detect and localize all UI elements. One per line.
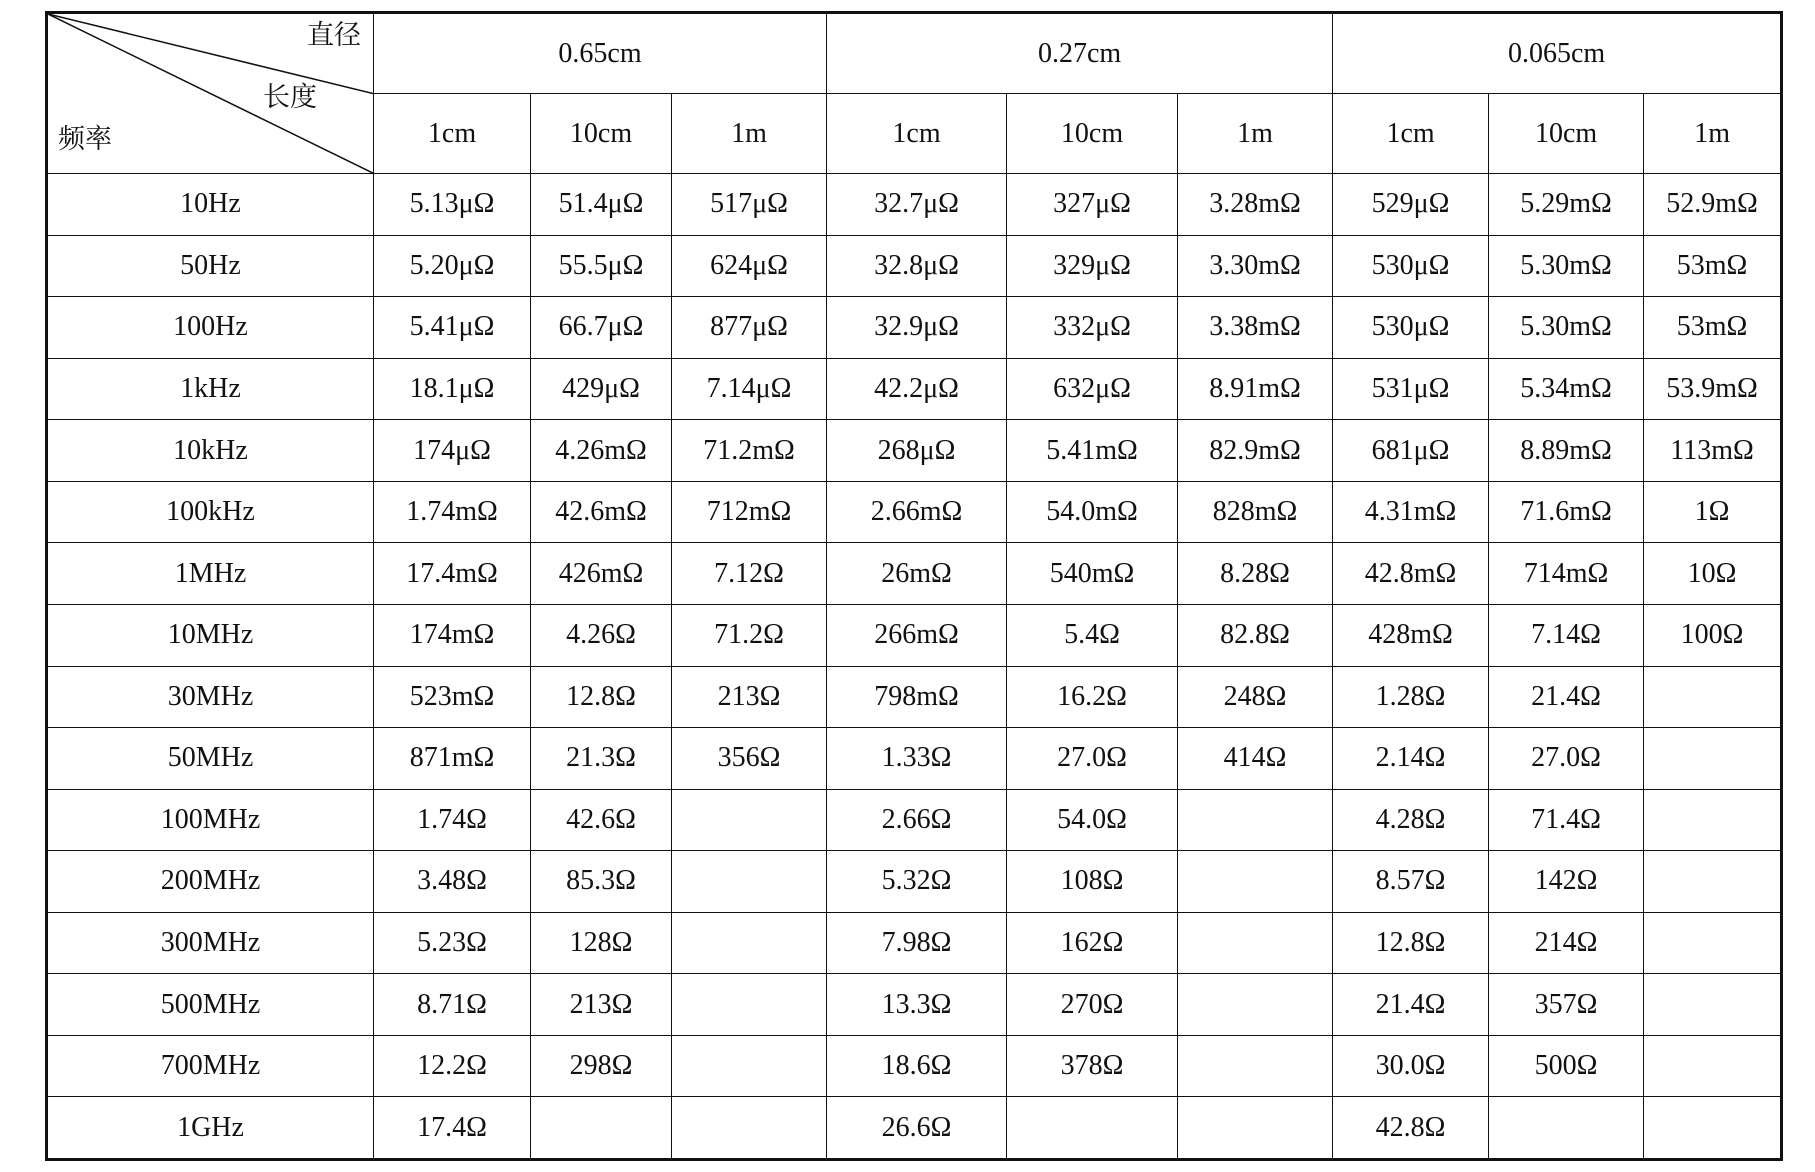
resistance-cell: 5.20μΩ bbox=[374, 235, 531, 297]
resistance-cell: 298Ω bbox=[531, 1035, 672, 1097]
resistance-cell: 66.7μΩ bbox=[531, 297, 672, 359]
resistance-cell: 10Ω bbox=[1644, 543, 1782, 605]
resistance-cell: 51.4μΩ bbox=[531, 174, 672, 236]
resistance-cell: 270Ω bbox=[1007, 974, 1178, 1036]
resistance-cell: 71.4Ω bbox=[1489, 789, 1644, 851]
resistance-cell: 26mΩ bbox=[827, 543, 1007, 605]
resistance-cell bbox=[1178, 1097, 1333, 1160]
resistance-cell: 1.74mΩ bbox=[374, 481, 531, 543]
resistance-cell: 113mΩ bbox=[1644, 420, 1782, 482]
resistance-cell bbox=[1007, 1097, 1178, 1160]
resistance-cell: 529μΩ bbox=[1333, 174, 1489, 236]
resistance-cell: 142Ω bbox=[1489, 851, 1644, 913]
resistance-cell: 8.71Ω bbox=[374, 974, 531, 1036]
resistance-cell: 7.14μΩ bbox=[672, 358, 827, 420]
resistance-cell: 42.8Ω bbox=[1333, 1097, 1489, 1160]
resistance-cell: 828mΩ bbox=[1178, 481, 1333, 543]
resistance-cell: 174mΩ bbox=[374, 604, 531, 666]
length-header-cell: 1cm bbox=[827, 94, 1007, 174]
resistance-cell: 5.41μΩ bbox=[374, 297, 531, 359]
length-header-cell: 1m bbox=[672, 94, 827, 174]
resistance-cell bbox=[672, 912, 827, 974]
resistance-cell: 42.6mΩ bbox=[531, 481, 672, 543]
resistance-cell: 2.14Ω bbox=[1333, 728, 1489, 790]
table-row bbox=[47, 974, 1782, 1036]
resistance-cell: 174μΩ bbox=[374, 420, 531, 482]
frequency-cell: 10MHz bbox=[47, 604, 374, 666]
resistance-cell: 82.9mΩ bbox=[1178, 420, 1333, 482]
table-row bbox=[47, 604, 1782, 666]
resistance-cell: 5.41mΩ bbox=[1007, 420, 1178, 482]
resistance-cell: 53mΩ bbox=[1644, 297, 1782, 359]
resistance-cell: 530μΩ bbox=[1333, 235, 1489, 297]
length-header-cell: 10cm bbox=[1007, 94, 1178, 174]
resistance-cell: 7.98Ω bbox=[827, 912, 1007, 974]
resistance-cell: 4.28Ω bbox=[1333, 789, 1489, 851]
resistance-cell: 12.8Ω bbox=[1333, 912, 1489, 974]
resistance-cell bbox=[1178, 1035, 1333, 1097]
resistance-cell: 5.30mΩ bbox=[1489, 297, 1644, 359]
resistance-cell: 18.1μΩ bbox=[374, 358, 531, 420]
resistance-cell: 213Ω bbox=[531, 974, 672, 1036]
frequency-axis-label: 频率 bbox=[58, 124, 112, 156]
resistance-cell: 27.0Ω bbox=[1489, 728, 1644, 790]
frequency-cell: 100MHz bbox=[47, 789, 374, 851]
frequency-cell: 50Hz bbox=[47, 235, 374, 297]
resistance-cell bbox=[1644, 851, 1782, 913]
resistance-cell: 517μΩ bbox=[672, 174, 827, 236]
resistance-cell: 429μΩ bbox=[531, 358, 672, 420]
frequency-cell: 30MHz bbox=[47, 666, 374, 728]
resistance-cell bbox=[1644, 1035, 1782, 1097]
resistance-cell: 27.0Ω bbox=[1007, 728, 1178, 790]
resistance-cell: 4.31mΩ bbox=[1333, 481, 1489, 543]
resistance-cell: 332μΩ bbox=[1007, 297, 1178, 359]
resistance-cell: 7.12Ω bbox=[672, 543, 827, 605]
table-row bbox=[47, 1035, 1782, 1097]
resistance-cell: 2.66mΩ bbox=[827, 481, 1007, 543]
resistance-cell: 877μΩ bbox=[672, 297, 827, 359]
corner-header-cell bbox=[47, 13, 374, 174]
frequency-cell: 300MHz bbox=[47, 912, 374, 974]
diameter-header-row bbox=[47, 13, 1782, 94]
resistance-cell: 4.26Ω bbox=[531, 604, 672, 666]
resistance-cell: 8.89mΩ bbox=[1489, 420, 1644, 482]
resistance-cell: 85.3Ω bbox=[531, 851, 672, 913]
resistance-cell: 531μΩ bbox=[1333, 358, 1489, 420]
resistance-cell bbox=[672, 1097, 827, 1160]
resistance-cell: 17.4mΩ bbox=[374, 543, 531, 605]
frequency-cell: 1kHz bbox=[47, 358, 374, 420]
resistance-cell: 71.2mΩ bbox=[672, 420, 827, 482]
frequency-cell: 10kHz bbox=[47, 420, 374, 482]
resistance-cell: 414Ω bbox=[1178, 728, 1333, 790]
table-row bbox=[47, 174, 1782, 236]
resistance-cell: 16.2Ω bbox=[1007, 666, 1178, 728]
frequency-cell: 10Hz bbox=[47, 174, 374, 236]
frequency-cell: 1GHz bbox=[47, 1097, 374, 1160]
resistance-cell: 13.3Ω bbox=[827, 974, 1007, 1036]
resistance-cell bbox=[672, 851, 827, 913]
resistance-cell: 714mΩ bbox=[1489, 543, 1644, 605]
resistance-cell: 5.23Ω bbox=[374, 912, 531, 974]
resistance-cell: 624μΩ bbox=[672, 235, 827, 297]
resistance-cell bbox=[1644, 789, 1782, 851]
resistance-cell bbox=[1644, 974, 1782, 1036]
resistance-cell: 55.5μΩ bbox=[531, 235, 672, 297]
resistance-cell: 329μΩ bbox=[1007, 235, 1178, 297]
length-header-cell: 10cm bbox=[531, 94, 672, 174]
resistance-cell bbox=[1644, 912, 1782, 974]
resistance-cell: 378Ω bbox=[1007, 1035, 1178, 1097]
length-header-cell: 10cm bbox=[1489, 94, 1644, 174]
frequency-cell: 500MHz bbox=[47, 974, 374, 1036]
length-header-cell: 1cm bbox=[1333, 94, 1489, 174]
frequency-cell: 100Hz bbox=[47, 297, 374, 359]
resistance-cell: 5.34mΩ bbox=[1489, 358, 1644, 420]
resistance-cell bbox=[531, 1097, 672, 1160]
resistance-cell: 53mΩ bbox=[1644, 235, 1782, 297]
resistance-cell bbox=[1178, 851, 1333, 913]
resistance-cell: 712mΩ bbox=[672, 481, 827, 543]
resistance-cell: 268μΩ bbox=[827, 420, 1007, 482]
resistance-cell: 162Ω bbox=[1007, 912, 1178, 974]
resistance-cell: 357Ω bbox=[1489, 974, 1644, 1036]
resistance-cell: 52.9mΩ bbox=[1644, 174, 1782, 236]
resistance-cell: 632μΩ bbox=[1007, 358, 1178, 420]
resistance-cell: 3.30mΩ bbox=[1178, 235, 1333, 297]
table-row bbox=[47, 912, 1782, 974]
resistance-cell: 30.0Ω bbox=[1333, 1035, 1489, 1097]
resistance-cell: 1Ω bbox=[1644, 481, 1782, 543]
resistance-cell: 2.66Ω bbox=[827, 789, 1007, 851]
resistance-cell: 530μΩ bbox=[1333, 297, 1489, 359]
resistance-cell: 500Ω bbox=[1489, 1035, 1644, 1097]
resistance-cell: 5.32Ω bbox=[827, 851, 1007, 913]
resistance-cell: 71.6mΩ bbox=[1489, 481, 1644, 543]
table-row bbox=[47, 543, 1782, 605]
resistance-cell: 108Ω bbox=[1007, 851, 1178, 913]
resistance-cell: 356Ω bbox=[672, 728, 827, 790]
resistance-cell bbox=[1644, 666, 1782, 728]
resistance-cell: 8.28Ω bbox=[1178, 543, 1333, 605]
resistance-cell: 7.14Ω bbox=[1489, 604, 1644, 666]
length-header-cell: 1m bbox=[1644, 94, 1782, 174]
resistance-cell bbox=[1644, 728, 1782, 790]
table-row bbox=[47, 851, 1782, 913]
resistance-cell: 1.33Ω bbox=[827, 728, 1007, 790]
resistance-table bbox=[45, 11, 1783, 1161]
resistance-cell: 327μΩ bbox=[1007, 174, 1178, 236]
resistance-cell: 42.8mΩ bbox=[1333, 543, 1489, 605]
length-header-cell: 1m bbox=[1178, 94, 1333, 174]
diameter-header-0.065cm: 0.065cm bbox=[1333, 13, 1782, 94]
resistance-cell: 248Ω bbox=[1178, 666, 1333, 728]
resistance-cell: 12.8Ω bbox=[531, 666, 672, 728]
resistance-cell: 12.2Ω bbox=[374, 1035, 531, 1097]
resistance-cell: 54.0Ω bbox=[1007, 789, 1178, 851]
resistance-cell: 214Ω bbox=[1489, 912, 1644, 974]
resistance-cell: 17.4Ω bbox=[374, 1097, 531, 1160]
resistance-cell: 8.91mΩ bbox=[1178, 358, 1333, 420]
resistance-cell bbox=[1178, 974, 1333, 1036]
resistance-cell: 82.8Ω bbox=[1178, 604, 1333, 666]
resistance-cell: 871mΩ bbox=[374, 728, 531, 790]
length-axis-label: 长度 bbox=[263, 82, 317, 113]
resistance-cell: 18.6Ω bbox=[827, 1035, 1007, 1097]
resistance-cell: 426mΩ bbox=[531, 543, 672, 605]
table-row bbox=[47, 481, 1782, 543]
resistance-cell: 32.9μΩ bbox=[827, 297, 1007, 359]
resistance-cell: 42.2μΩ bbox=[827, 358, 1007, 420]
resistance-cell: 128Ω bbox=[531, 912, 672, 974]
resistance-cell: 1.74Ω bbox=[374, 789, 531, 851]
table-row bbox=[47, 420, 1782, 482]
resistance-cell: 428mΩ bbox=[1333, 604, 1489, 666]
table-row bbox=[47, 728, 1782, 790]
frequency-cell: 200MHz bbox=[47, 851, 374, 913]
resistance-cell: 266mΩ bbox=[827, 604, 1007, 666]
frequency-cell: 100kHz bbox=[47, 481, 374, 543]
diameter-header-0.27cm: 0.27cm bbox=[827, 13, 1333, 94]
resistance-cell: 26.6Ω bbox=[827, 1097, 1007, 1160]
table-row bbox=[47, 358, 1782, 420]
table-row bbox=[47, 297, 1782, 359]
resistance-cell bbox=[672, 789, 827, 851]
resistance-cell: 100Ω bbox=[1644, 604, 1782, 666]
frequency-cell: 50MHz bbox=[47, 728, 374, 790]
resistance-cell: 1.28Ω bbox=[1333, 666, 1489, 728]
resistance-cell bbox=[1489, 1097, 1644, 1160]
resistance-cell: 5.13μΩ bbox=[374, 174, 531, 236]
resistance-cell: 5.29mΩ bbox=[1489, 174, 1644, 236]
diameter-header-0.65cm: 0.65cm bbox=[374, 13, 827, 94]
resistance-cell: 21.4Ω bbox=[1489, 666, 1644, 728]
resistance-cell: 540mΩ bbox=[1007, 543, 1178, 605]
resistance-cell bbox=[1178, 789, 1333, 851]
resistance-cell: 54.0mΩ bbox=[1007, 481, 1178, 543]
resistance-cell: 4.26mΩ bbox=[531, 420, 672, 482]
diameter-axis-label: 直径 bbox=[307, 20, 361, 51]
resistance-cell: 21.4Ω bbox=[1333, 974, 1489, 1036]
resistance-cell: 8.57Ω bbox=[1333, 851, 1489, 913]
table-row bbox=[47, 666, 1782, 728]
resistance-cell: 213Ω bbox=[672, 666, 827, 728]
resistance-cell: 42.6Ω bbox=[531, 789, 672, 851]
resistance-cell: 3.38mΩ bbox=[1178, 297, 1333, 359]
resistance-cell bbox=[672, 1035, 827, 1097]
frequency-cell: 1MHz bbox=[47, 543, 374, 605]
length-header-cell: 1cm bbox=[374, 94, 531, 174]
resistance-cell: 523mΩ bbox=[374, 666, 531, 728]
resistance-cell: 681μΩ bbox=[1333, 420, 1489, 482]
resistance-cell: 3.28mΩ bbox=[1178, 174, 1333, 236]
resistance-cell: 32.8μΩ bbox=[827, 235, 1007, 297]
table-row bbox=[47, 789, 1782, 851]
resistance-cell: 21.3Ω bbox=[531, 728, 672, 790]
resistance-cell bbox=[1178, 912, 1333, 974]
frequency-cell: 700MHz bbox=[47, 1035, 374, 1097]
resistance-cell: 798mΩ bbox=[827, 666, 1007, 728]
resistance-cell: 5.30mΩ bbox=[1489, 235, 1644, 297]
resistance-cell: 3.48Ω bbox=[374, 851, 531, 913]
resistance-cell bbox=[1644, 1097, 1782, 1160]
resistance-cell: 53.9mΩ bbox=[1644, 358, 1782, 420]
resistance-cell: 71.2Ω bbox=[672, 604, 827, 666]
table-row bbox=[47, 1097, 1782, 1160]
resistance-cell bbox=[672, 974, 827, 1036]
table-row bbox=[47, 235, 1782, 297]
resistance-cell: 32.7μΩ bbox=[827, 174, 1007, 236]
resistance-cell: 5.4Ω bbox=[1007, 604, 1178, 666]
